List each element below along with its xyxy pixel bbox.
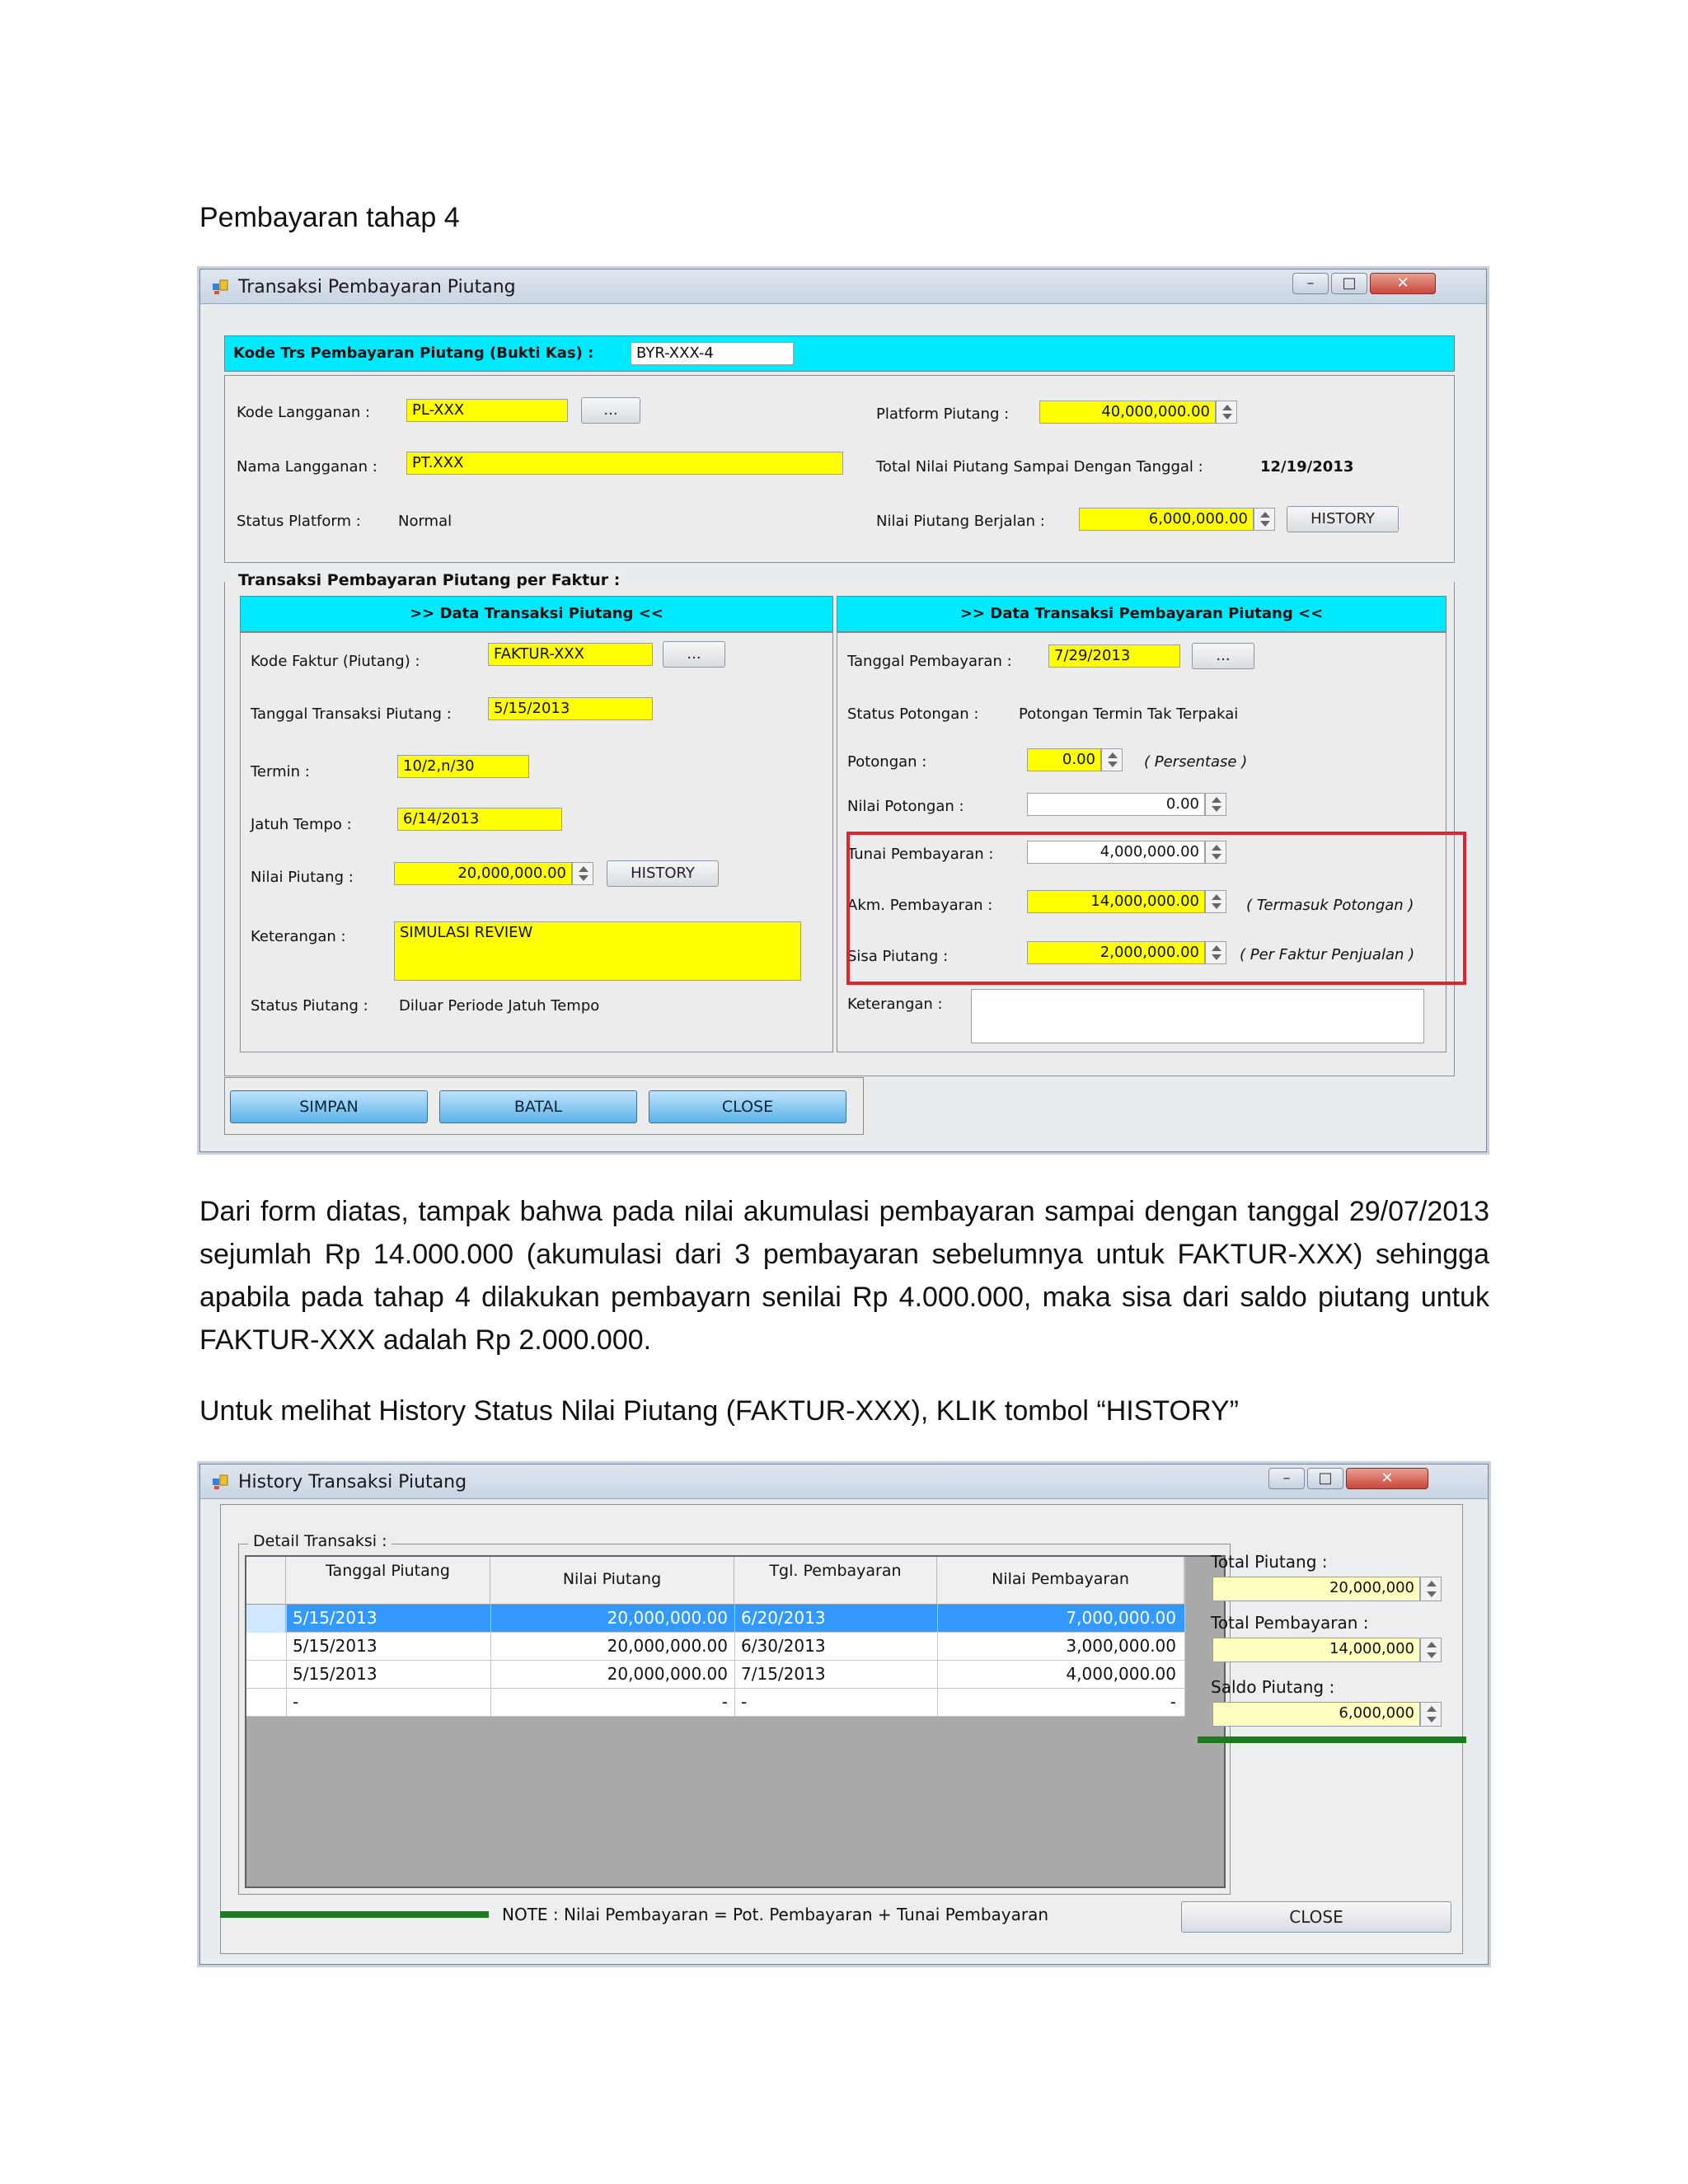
keterangan2-label: Keterangan : <box>847 996 943 1013</box>
nilai-potongan-field[interactable]: 0.00 <box>1027 793 1205 816</box>
cell-tanggal-piutang: 5/15/2013 <box>293 1636 377 1656</box>
tgl-transaksi-label: Tanggal Transaksi Piutang : <box>251 705 452 723</box>
right-header-bar <box>837 596 1447 632</box>
kode-langganan-label: Kode Langganan : <box>237 404 371 421</box>
persentase-note: ( Persentase ) <box>1144 753 1248 771</box>
sisa-field[interactable]: 2,000,000.00 <box>1027 941 1205 964</box>
keterangan-label: Keterangan : <box>251 928 346 945</box>
nama-langganan-field[interactable]: PT.XXX <box>406 452 843 475</box>
minimize-icon[interactable]: – <box>1292 273 1329 294</box>
spin-icon[interactable] <box>1216 401 1237 424</box>
highlight-box <box>846 832 1466 985</box>
potongan-label: Potongan : <box>847 753 927 771</box>
spin-icon[interactable] <box>1420 1702 1442 1727</box>
col-tanggal-piutang[interactable]: Tanggal Piutang <box>286 1557 490 1605</box>
column-separator <box>1184 1557 1185 1717</box>
spin-icon[interactable] <box>1101 748 1123 771</box>
potongan-field[interactable]: 0.00 <box>1027 748 1101 771</box>
akm-label: Akm. Pembayaran : <box>847 897 993 914</box>
maximize-icon[interactable]: □ <box>1307 1468 1343 1489</box>
group-title: Transaksi Pembayaran Piutang per Faktur : <box>233 571 625 589</box>
left-header: >> Data Transaksi Piutang << <box>410 605 663 622</box>
table-row[interactable] <box>246 1661 1184 1689</box>
cell-tanggal-piutang: 5/15/2013 <box>293 1664 377 1684</box>
cell-tanggal-piutang: - <box>293 1692 299 1712</box>
cell-tgl-pembayaran: - <box>741 1692 748 1712</box>
history-button[interactable]: HISTORY <box>1287 506 1399 532</box>
row-selector[interactable] <box>246 1605 286 1633</box>
spin-icon[interactable] <box>1254 508 1275 531</box>
row-header-corner <box>246 1557 286 1605</box>
total-piutang-field[interactable]: 20,000,000 <box>1212 1577 1420 1601</box>
close-icon[interactable]: ✕ <box>1370 273 1436 294</box>
total-nilai-date: 12/19/2013 <box>1260 458 1354 476</box>
jatuh-tempo-field[interactable]: 6/14/2013 <box>397 808 562 831</box>
left-header-bar <box>240 596 833 632</box>
status-piutang-label: Status Piutang : <box>251 997 368 1015</box>
kode-faktur-browse-button[interactable]: ... <box>663 641 725 668</box>
nama-langganan-label: Nama Langganan : <box>237 458 377 476</box>
cell-nilai-pembayaran: 7,000,000.00 <box>1066 1608 1176 1628</box>
platform-piutang-label: Platform Piutang : <box>876 405 1010 423</box>
table-row[interactable] <box>246 1689 1184 1717</box>
column-separator <box>937 1605 938 1717</box>
status-potongan-label: Status Potongan : <box>847 705 979 723</box>
kode-faktur-label: Kode Faktur (Piutang) : <box>251 653 420 670</box>
minimize-icon[interactable]: – <box>1268 1468 1305 1489</box>
left-subpanel <box>240 632 833 1052</box>
customer-panel <box>224 375 1455 563</box>
form-transaksi-pembayaran-window <box>199 269 1487 1152</box>
simpan-button[interactable]: SIMPAN <box>230 1090 428 1123</box>
heading-pembayaran: Pembayaran tahap 4 <box>199 202 460 233</box>
cell-tgl-pembayaran: 6/20/2013 <box>741 1608 826 1628</box>
termin-label: Termin : <box>251 763 310 780</box>
col-tgl-pembayaran[interactable]: Tgl. Pembayaran <box>734 1557 937 1605</box>
cell-nilai-piutang: 20,000,000.00 <box>607 1664 728 1684</box>
cell-tanggal-piutang: 5/15/2013 <box>293 1608 377 1628</box>
tunai-label: Tunai Pembayaran : <box>847 846 994 863</box>
window-title: Transaksi Pembayaran Piutang <box>238 277 516 298</box>
saldo-label: Saldo Piutang : <box>1211 1677 1335 1697</box>
col-nilai-piutang[interactable]: Nilai Piutang <box>490 1557 734 1605</box>
nilai-piutang-field[interactable]: 20,000,000.00 <box>394 862 572 885</box>
window-icon <box>212 279 228 295</box>
spin-icon[interactable] <box>1420 1577 1442 1601</box>
saldo-underline <box>1198 1736 1466 1743</box>
history-faktur-button[interactable]: HISTORY <box>607 860 719 887</box>
akm-note: ( Termasuk Potongan ) <box>1246 897 1414 914</box>
cell-nilai-pembayaran: 4,000,000.00 <box>1066 1664 1176 1684</box>
nilai-berjalan-label: Nilai Piutang Berjalan : <box>876 513 1045 530</box>
total-nilai-label: Total Nilai Piutang Sampai Dengan Tanggal : <box>876 458 1203 476</box>
note-bar <box>220 1911 489 1918</box>
maximize-icon[interactable]: □ <box>1331 273 1367 294</box>
history-window <box>199 1464 1489 1965</box>
status-potongan-value: Potongan Termin Tak Terpakai <box>1019 705 1239 723</box>
right-header: >> Data Transaksi Pembayaran Piutang << <box>959 605 1324 622</box>
spin-icon[interactable] <box>1420 1638 1442 1662</box>
keterangan2-field[interactable] <box>971 989 1424 1043</box>
cell-tgl-pembayaran: 6/30/2013 <box>741 1636 826 1656</box>
tgl-transaksi-field[interactable]: 5/15/2013 <box>488 697 653 720</box>
termin-field[interactable]: 10/2,n/30 <box>397 755 529 778</box>
note-text: NOTE : Nilai Pembayaran = Pot. Pembayaran + Tunai Pembayaran <box>502 1905 1049 1924</box>
tgl-bayar-field[interactable]: 7/29/2013 <box>1048 644 1180 668</box>
status-platform-label: Status Platform : <box>237 513 361 530</box>
nilai-piutang-label: Nilai Piutang : <box>251 869 354 886</box>
status-platform-value: Normal <box>398 513 452 530</box>
spin-icon[interactable] <box>1205 793 1226 816</box>
kode-trs-bar <box>224 335 1455 372</box>
window-icon <box>212 1474 228 1490</box>
akm-field[interactable]: 14,000,000.00 <box>1027 890 1205 913</box>
kode-trs-label: Kode Trs Pembayaran Piutang (Bukti Kas) : <box>233 344 594 362</box>
tgl-bayar-browse-button[interactable]: ... <box>1192 643 1254 669</box>
titlebar <box>200 269 1486 304</box>
kode-langganan-field[interactable]: PL-XXX <box>406 399 568 422</box>
history-close-button[interactable]: CLOSE <box>1181 1901 1451 1933</box>
close-button[interactable]: CLOSE <box>649 1090 846 1123</box>
window-title: History Transaksi Piutang <box>238 1472 467 1493</box>
total-pembayaran-label: Total Pembayaran : <box>1211 1613 1369 1633</box>
column-separator <box>734 1605 735 1717</box>
cell-nilai-piutang: - <box>721 1692 728 1712</box>
titlebar <box>200 1465 1488 1499</box>
kode-faktur-field[interactable]: FAKTUR-XXX <box>488 643 653 666</box>
kode-trs-field[interactable]: BYR-XXX-4 <box>631 342 794 365</box>
cell-nilai-pembayaran: - <box>1170 1692 1176 1712</box>
paragraph-explanation: Dari form diatas, tampak bahwa pada nilai akumulasi pembayaran sampai dengan tanggal 29/07/2013 sejumlah Rp 14.000.000 (akumulasi dari 3 pembayaran sebelumnya untuk FAKTUR-XXX) sehingga apabila pada tahap 4 dilakukan pembayarn senilai Rp 4.000.000, maka sisa dari saldo piutang untuk FAKTUR-XXX adalah Rp 2.000.000. <box>199 1196 1489 1356</box>
sisa-label: Sisa Piutang : <box>847 948 949 965</box>
tgl-bayar-label: Tanggal Pembayaran : <box>847 653 1012 670</box>
nilai-potongan-label: Nilai Potongan : <box>847 798 964 815</box>
saldo-field[interactable]: 6,000,000 <box>1212 1702 1420 1727</box>
spin-icon[interactable] <box>572 862 593 885</box>
platform-piutang-field[interactable]: 40,000,000.00 <box>1039 401 1216 424</box>
column-separator <box>490 1605 491 1717</box>
table-row[interactable] <box>246 1605 1184 1633</box>
kode-langganan-browse-button[interactable]: ... <box>581 397 640 424</box>
keterangan-field[interactable]: SIMULASI REVIEW <box>394 921 801 981</box>
status-piutang-value: Diluar Periode Jatuh Tempo <box>399 997 600 1015</box>
total-piutang-label: Total Piutang : <box>1211 1552 1328 1572</box>
table-row[interactable] <box>246 1633 1184 1661</box>
total-pembayaran-field[interactable]: 14,000,000 <box>1212 1638 1420 1662</box>
detail-title: Detail Transaksi : <box>248 1532 392 1550</box>
cell-nilai-piutang: 20,000,000.00 <box>607 1608 728 1628</box>
cell-nilai-piutang: 20,000,000.00 <box>607 1636 728 1656</box>
cell-nilai-pembayaran: 3,000,000.00 <box>1066 1636 1176 1656</box>
nilai-berjalan-field[interactable]: 6,000,000.00 <box>1079 508 1254 531</box>
jatuh-tempo-label: Jatuh Tempo : <box>251 816 352 833</box>
close-icon[interactable]: ✕ <box>1346 1468 1428 1489</box>
paragraph-history-instruction: Untuk melihat History Status Nilai Piutang (FAKTUR-XXX), KLIK tombol “HISTORY” <box>199 1395 1239 1427</box>
tunai-field[interactable]: 4,000,000.00 <box>1027 841 1205 864</box>
sisa-note: ( Per Faktur Penjualan ) <box>1240 946 1415 963</box>
batal-button[interactable]: BATAL <box>439 1090 637 1123</box>
cell-tgl-pembayaran: 7/15/2013 <box>741 1664 826 1684</box>
col-nilai-pembayaran[interactable]: Nilai Pembayaran <box>937 1557 1184 1605</box>
column-separator <box>286 1605 287 1717</box>
history-table[interactable] <box>245 1555 1226 1888</box>
